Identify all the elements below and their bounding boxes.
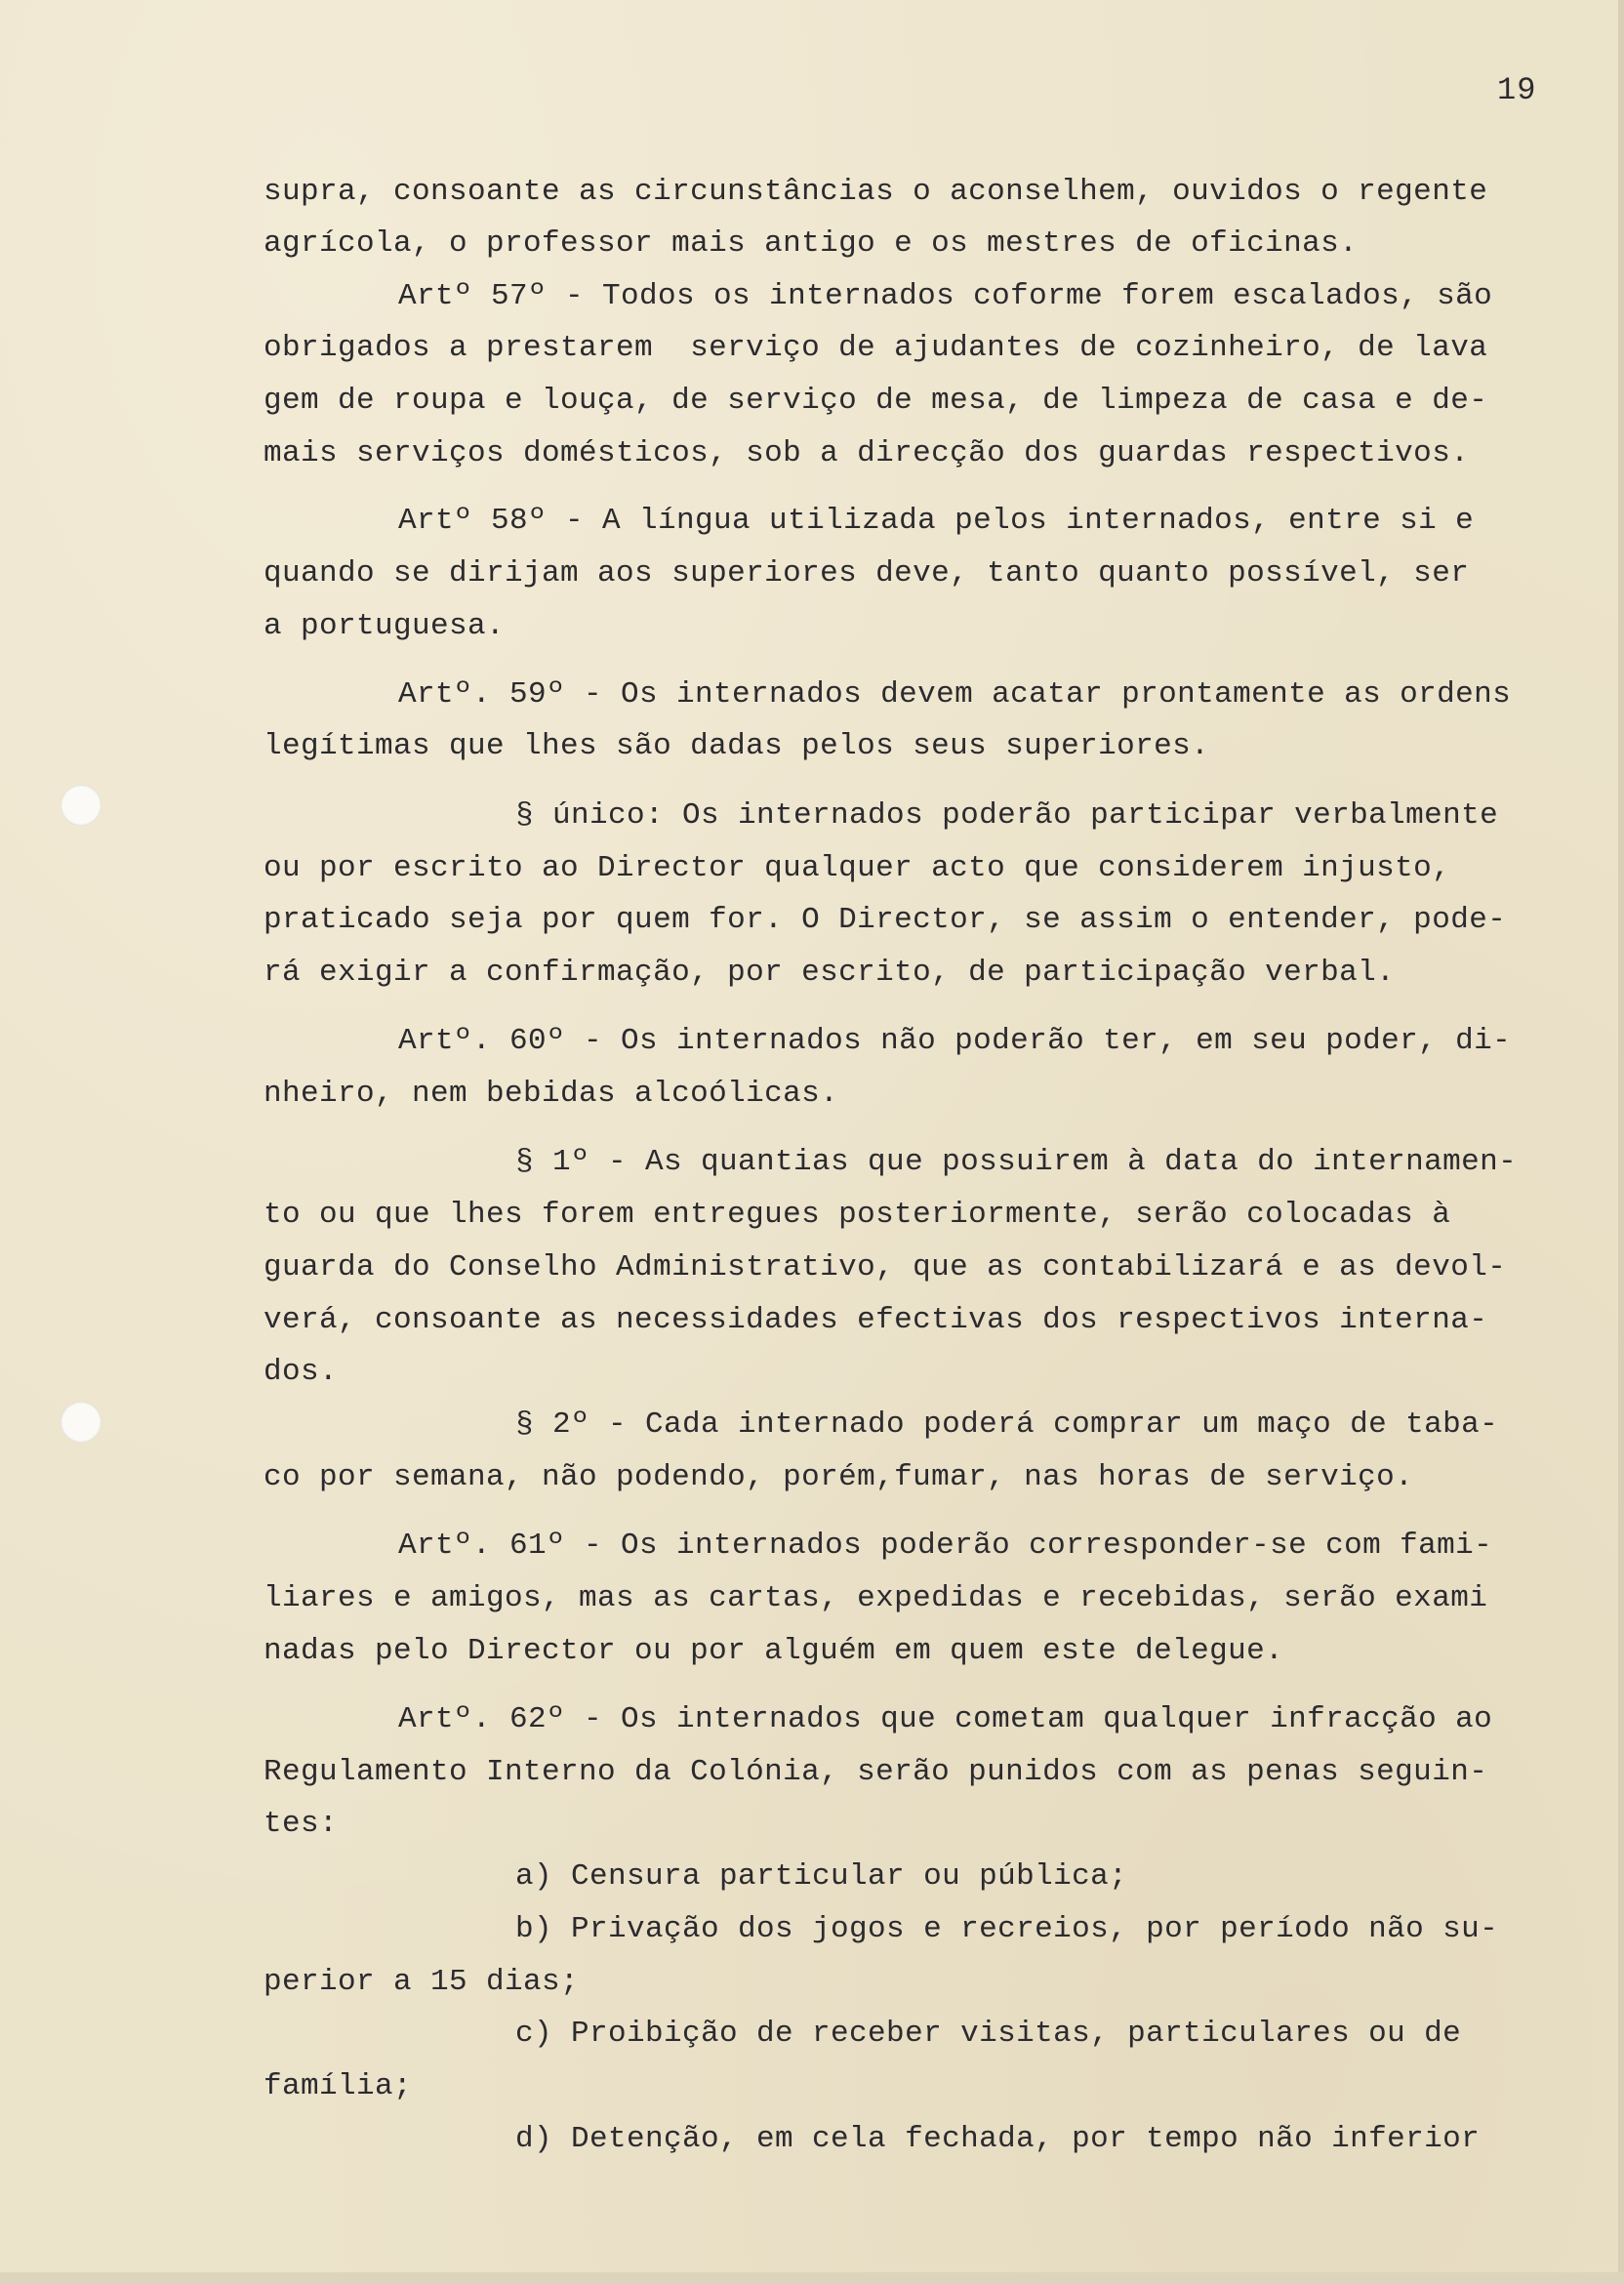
- text-line: perior a 15 dias;: [264, 1965, 580, 1999]
- text-line: a) Censura particular ou pública;: [515, 1859, 1128, 1894]
- text-line: Artº. 60º - Os internados não poderão ter, em seu poder, di-: [398, 1024, 1512, 1058]
- text-line: nadas pelo Director ou por alguém em quem este delegue.: [264, 1634, 1284, 1668]
- page-edge-right: [1618, 0, 1624, 2284]
- page-number: 19: [1497, 72, 1537, 108]
- text-line: guarda do Conselho Administrativo, que as contabilizará e as devol-: [264, 1250, 1507, 1285]
- text-line: Artº 58º - A língua utilizada pelos internados, entre si e: [398, 504, 1475, 538]
- text-line: Artº. 61º - Os internados poderão corresponder-se com fami-: [398, 1529, 1493, 1563]
- punch-hole-icon: [61, 1402, 102, 1443]
- page-edge-bottom: [0, 2272, 1624, 2284]
- text-line: § 2º - Cada internado poderá comprar um maço de taba-: [515, 1407, 1499, 1442]
- punch-hole-icon: [61, 785, 102, 826]
- text-line: tes:: [264, 1807, 339, 1841]
- text-line: § 1º - As quantias que possuirem à data do internamen-: [515, 1145, 1518, 1179]
- text-line: nheiro, nem bebidas alcoólicas.: [264, 1077, 839, 1111]
- text-line: a portuguesa.: [264, 609, 506, 643]
- text-line: dos.: [264, 1355, 339, 1389]
- text-line: Regulamento Interno da Colónia, serão punidos com as penas seguin-: [264, 1755, 1488, 1789]
- text-line: praticado seja por quem for. O Director, se assim o entender, pode-: [264, 903, 1507, 937]
- text-line: quando se dirijam aos superiores deve, tanto quanto possível, ser: [264, 556, 1470, 591]
- text-line: liares e amigos, mas as cartas, expedidas e recebidas, serão exami: [264, 1581, 1488, 1615]
- text-line: c) Proibição de receber visitas, particulares ou de: [515, 2017, 1462, 2051]
- text-line: to ou que lhes forem entregues posteriormente, serão colocadas à: [264, 1198, 1451, 1232]
- text-line: co por semana, não podendo, porém,fumar, nas horas de serviço.: [264, 1460, 1414, 1494]
- text-line: família;: [264, 2069, 413, 2103]
- text-line: mais serviços domésticos, sob a direcção dos guardas respectivos.: [264, 436, 1470, 470]
- text-line: § único: Os internados poderão participar verbalmente: [515, 798, 1499, 833]
- text-line: Artº. 62º - Os internados que cometam qualquer infracção ao: [398, 1702, 1493, 1736]
- text-line: gem de roupa e louça, de serviço de mesa, de limpeza de casa e de-: [264, 384, 1488, 418]
- text-line: Artº 57º - Todos os internados coforme forem escalados, são: [398, 279, 1493, 313]
- text-line: b) Privação dos jogos e recreios, por período não su-: [515, 1912, 1499, 1946]
- text-line: Artº. 59º - Os internados devem acatar prontamente as ordens: [398, 677, 1512, 712]
- text-line: legítimas que lhes são dadas pelos seus superiores.: [264, 729, 1210, 763]
- text-line: supra, consoante as circunstâncias o aconselhem, ouvidos o regente: [264, 175, 1488, 209]
- text-line: agrícola, o professor mais antigo e os mestres de oficinas.: [264, 226, 1359, 261]
- text-line: verá, consoante as necessidades efectivas dos respectivos interna-: [264, 1303, 1488, 1337]
- text-line: ou por escrito ao Director qualquer acto que considerem injusto,: [264, 851, 1451, 885]
- text-line: obrigados a prestarem serviço de ajudantes de cozinheiro, de lava: [264, 331, 1488, 365]
- text-line: rá exigir a confirmação, por escrito, de participação verbal.: [264, 956, 1396, 990]
- text-line: d) Detenção, em cela fechada, por tempo não inferior: [515, 2122, 1481, 2156]
